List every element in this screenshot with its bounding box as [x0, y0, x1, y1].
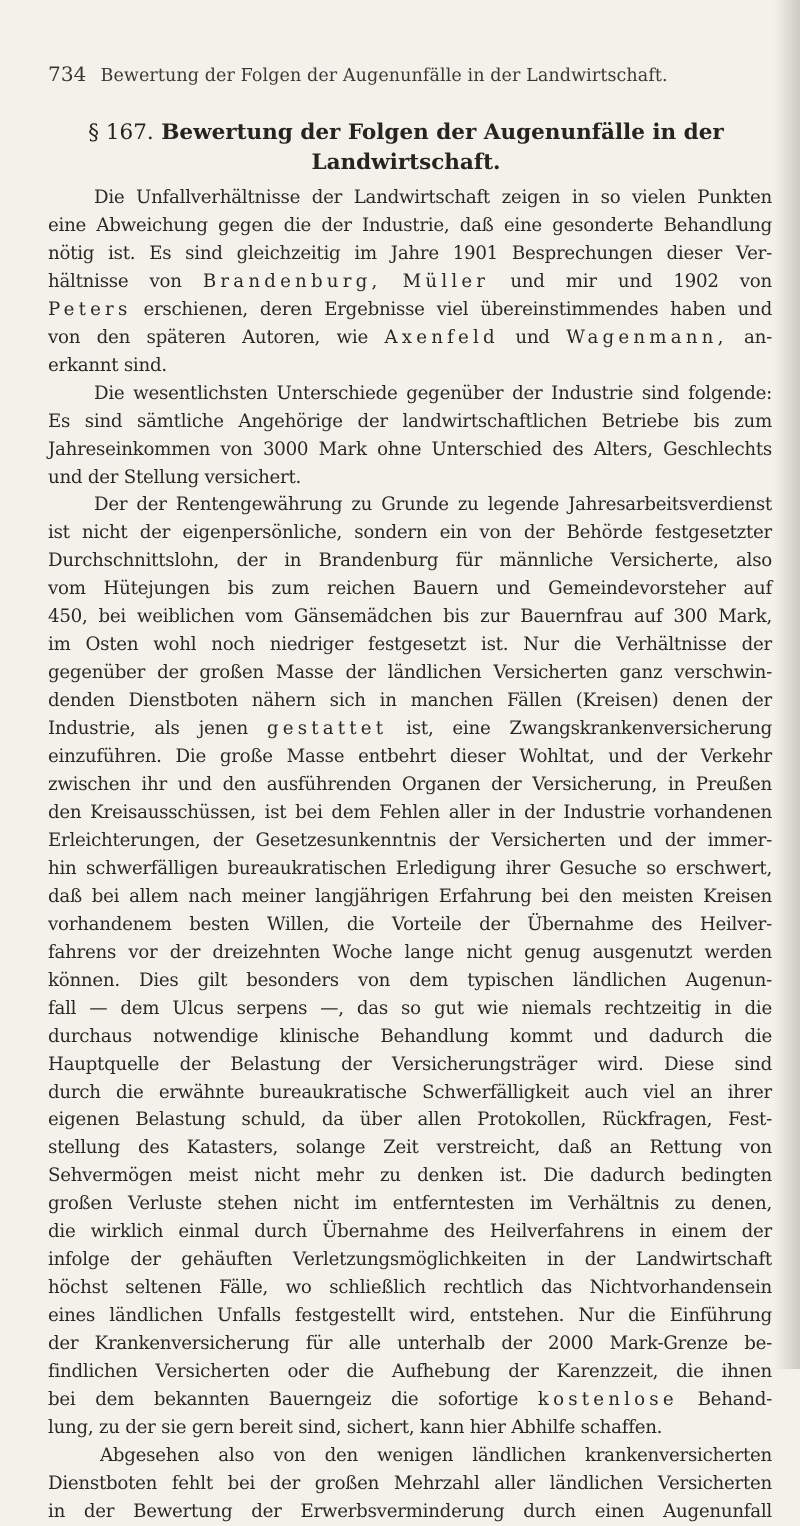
text-line: Es sind sämtliche Angehörige der landwirtschaftlichen Betriebe bis zum [48, 410, 772, 432]
body-text [48, 184, 772, 1526]
text-line: Dienstboten fehlt bei der großen Mehrzahl aller ländlichen Versicherten [48, 1472, 772, 1494]
running-header [48, 62, 748, 86]
text-line: einzuführen. Die große Masse entbehrt dieser Wohltat, und der Verkehr [48, 746, 772, 768]
text-line: von den späteren Autoren, wie Axenfeld und Wagenmann, an- [48, 326, 772, 348]
text-line: Die wesentlichsten Unterschiede gegenüber der Industrie sind folgende: [94, 382, 772, 404]
page-edge-shadow [774, 0, 800, 1369]
text-line: fahrens vor der dreizehnten Woche lange nicht genug ausgenutzt werden [48, 941, 772, 963]
author-name: Peters [48, 298, 132, 320]
text-line: eines ländlichen Unfalls festgestellt wird, entstehen. Nur die Einführung [48, 1305, 772, 1327]
text-line: Industrie, als jenen gestattet ist, eine Zwangskrankenversicherung [48, 718, 772, 740]
text-line: infolge der gehäuften Verletzungsmöglichkeiten in der Landwirtschaft [48, 1249, 772, 1271]
author-name: Axenfeld [384, 326, 499, 348]
text-line: ist nicht der eigenpersönliche, sondern ein von der Behörde festgesetzter [48, 522, 772, 544]
text-line: fall — dem Ulcus serpens —, das so gut wie niemals rechtzeitig in die [48, 997, 772, 1019]
text-line: höchst seltenen Fälle, wo schließlich rechtlich das Nichtvorhandensein [48, 1277, 772, 1299]
text-line: in der Bewertung der Erwerbsverminderung durch einen Augenunfall [48, 1500, 772, 1522]
section-title-line2: Landwirtschaft. [311, 150, 501, 175]
author-name: Brandenburg, [202, 270, 382, 292]
text-line: Hauptquelle der Belastung der Versicherungsträger wird. Diese sind [48, 1053, 772, 1075]
text-line: vorhandenem besten Willen, die Vorteile der Übernahme des Heilver- [48, 913, 772, 935]
text-line: 450, bei weiblichen vom Gänsemädchen bis zur Bauernfrau auf 300 Mark, [48, 606, 772, 628]
text-line: nötig ist. Es sind gleichzeitig im Jahre 1901 Besprechungen dieser Ver- [48, 242, 772, 264]
text-line: die wirklich einmal durch Übernahme des Heilverfahrens in einem der [48, 1221, 772, 1243]
text-line: Die Unfallverhältnisse der Landwirtschaft zeigen in so vielen Punkten [94, 187, 772, 208]
text-line: vom Hütejungen bis zum reichen Bauern und Gemeindevorsteher auf [48, 578, 772, 600]
section-heading [48, 118, 764, 178]
text-line: Abgesehen also von den wenigen ländlichen krankenversicherten [100, 1444, 772, 1466]
author-name: Wagenmann, [566, 326, 728, 348]
text-line: durchaus notwendige klinische Behandlung kommt und dadurch die [48, 1025, 772, 1047]
text-line: und der Stellung versichert. [48, 466, 302, 488]
text-line: eine Abweichung gegen die der Industrie, daß eine gesonderte Behandlung [48, 214, 772, 236]
text-line: erkannt sind. [48, 354, 167, 376]
running-title: Bewertung der Folgen der Augenunfälle in der Landwirtschaft. [100, 66, 668, 86]
text-line: lung, zu der sie gern bereit sind, sichert, kann hier Abhilfe schaffen. [48, 1416, 663, 1438]
text-line: denden Dienstboten nähern sich in manchen Fällen (Kreisen) denen der [48, 690, 772, 712]
text-line: Erleichterungen, der Gesetzesunkenntnis der Versicherten und der immer- [48, 829, 772, 851]
section-title-line1: Bewertung der Folgen der Augenunfälle in der [161, 120, 724, 145]
text-line: daß bei allem nach meiner langjährigen Erfahrung bei den meisten Kreisen [48, 885, 772, 907]
text-line: findlichen Versicherten oder die Aufhebung der Karenzzeit, die ihnen [48, 1361, 772, 1383]
author-name: Müller [402, 270, 490, 292]
text-line: der Krankenversicherung für alle unterhalb der 2000 Mark-Grenze be- [48, 1333, 772, 1355]
text-line: hin schwerfälligen bureaukratischen Erledigung ihrer Gesuche so erschwert, [48, 857, 772, 879]
text-line: im Osten wohl noch niedriger festgesetzt ist. Nur die Verhältnisse der [48, 634, 772, 656]
text-line: stellung des Katasters, solange Zeit verstreicht, daß an Rettung von [48, 1137, 772, 1159]
text-line: gegenüber der großen Masse der ländlichen Versicherten ganz verschwin- [48, 662, 772, 684]
text-line: den Kreisausschüssen, ist bei dem Fehlen aller in der Industrie vorhandenen [48, 801, 772, 823]
section-number: § 167. [88, 120, 154, 145]
text-line: zwischen ihr und den ausführenden Organen der Versicherung, in Preußen [48, 774, 772, 796]
text-line: großen Verluste stehen nicht im entferntesten im Verhältnis zu denen, [48, 1193, 772, 1215]
text-line: durch die erwähnte bureaukratische Schwerfälligkeit auch viel an ihrer [48, 1081, 772, 1103]
text-line: hältnisse von Brandenburg, Müller und mir und 1902 von [48, 270, 772, 292]
emphasis: kostenlose [537, 1388, 678, 1410]
text-line: Sehvermögen meist nicht mehr zu denken ist. Die dadurch bedingten [48, 1165, 772, 1187]
text-line: Durchschnittslohn, der in Brandenburg für männliche Versicherte, also [48, 550, 772, 572]
text-line: eigenen Belastung schuld, da über allen Protokollen, Rückfragen, Fest- [48, 1109, 772, 1131]
text-line: Peters erschienen, deren Ergebnisse viel übereinstimmendes haben und [48, 298, 772, 320]
text-line: Jahreseinkommen von 3000 Mark ohne Unterschied des Alters, Geschlechts [48, 438, 772, 460]
text-line: bei dem bekannten Bauerngeiz die sofortige kostenlose Behand- [48, 1388, 772, 1410]
text-line: Der der Rentengewährung zu Grunde zu legende Jahresarbeitsverdienst [94, 494, 772, 516]
page-number: 734 [48, 62, 87, 86]
emphasis: gestattet [266, 718, 388, 740]
text-line: können. Dies gilt besonders von dem typischen ländlichen Augenun- [48, 969, 772, 991]
